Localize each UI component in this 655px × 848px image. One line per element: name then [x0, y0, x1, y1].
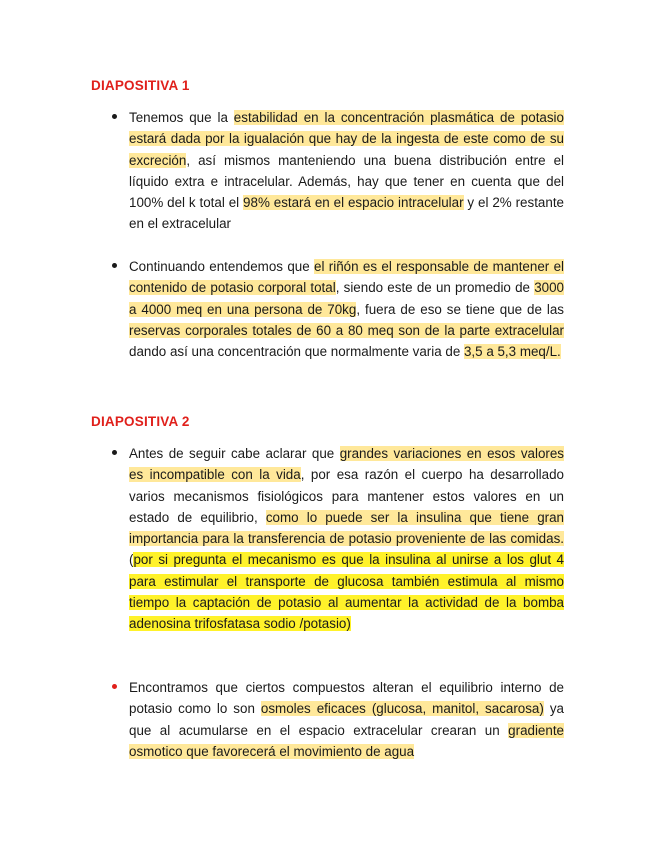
bullet-dot-red-icon: [112, 684, 117, 689]
highlighted-text-bright: por si pregunta el mecanismo es que la insulina al unirse a los glut 4 para estimular el transporte de glucosa también estimula al mismo tiempo la captación de potasio al aumentar la actividad de la bomba adenosina trifosfatasa sodio /potasio): [129, 552, 564, 632]
slide-1-bullet-list-2: [110, 256, 564, 362]
text-segment: (: [129, 552, 134, 568]
slide-2-bullet-list: [110, 443, 564, 635]
highlighted-text: grandes variaciones en esos valores es incompatible con la vida: [129, 446, 564, 483]
text-segment: Tenemos que la: [129, 110, 234, 125]
bullet-item: [110, 107, 564, 235]
text-segment: Antes de seguir cabe aclarar que: [129, 446, 340, 461]
text-segment: Continuando entendemos que: [129, 259, 315, 274]
highlighted-text: 3000 a 4000 meq en una persona de 70kg: [129, 280, 565, 317]
bullet-item: [110, 677, 564, 762]
highlighted-text: osmoles eficaces (glucosa, manitol, sacarosa): [260, 701, 544, 717]
slide-1-heading: DIAPOSITIVA 1: [91, 78, 190, 93]
bullet-item: [110, 256, 564, 362]
text-segment: dando así una concentración que normalmente varia de: [129, 344, 464, 360]
slide-2-heading: DIAPOSITIVA 2: [91, 414, 190, 429]
bullet-dot-icon: [112, 450, 117, 455]
text-segment: , siendo este de un promedio de: [335, 280, 535, 296]
bullet-dot-icon: [112, 263, 117, 268]
bullet-dot-icon: [112, 114, 117, 119]
text-segment: y el 2% restante en el extracelular: [129, 195, 564, 232]
highlighted-text: 3,5 a 5,3 meq/L.: [463, 344, 561, 360]
text-segment: ya que al acumularse en el espacio extracelular crearan un: [129, 701, 564, 738]
highlighted-text: gradiente osmotico que favorecerá el movimiento de agua: [129, 722, 564, 759]
highlighted-text: estabilidad en la concentración plasmática de potasio estará dada por la igualación que hay de la ingesta de este como de su excreción: [129, 110, 564, 168]
text-segment: Encontramos que ciertos compuestos alteran el equilibrio interno de potasio como lo son: [129, 680, 564, 717]
highlighted-text: 98% estará en el espacio intracelular: [243, 195, 464, 211]
highlighted-text: el riñón es el responsable de mantener el contenido de potasio corporal total: [129, 259, 564, 296]
bullet-item: [110, 443, 564, 635]
text-segment: , así mismos manteniendo una buena distribución entre el líquido extra e intracelular. Además, hay que tener en cuenta que del 100% del k total el: [129, 152, 564, 211]
text-segment: , por esa razón el cuerpo ha desarrollado varios mecanismos fisiológicos para mantener estos valores en un estado de equilibrio,: [129, 467, 564, 525]
highlighted-text: como lo puede ser la insulina que tiene gran importancia para la transferencia de potasio proveniente de las comidas.: [129, 509, 564, 547]
highlighted-text: reservas corporales totales de 60 a 80 meq son de la parte extracelular: [129, 322, 564, 338]
slide-2-bullet-list-2: [110, 677, 564, 762]
text-segment: , fuera de eso se tiene que de las: [356, 301, 564, 317]
slide-1-bullet-list: [110, 107, 564, 235]
